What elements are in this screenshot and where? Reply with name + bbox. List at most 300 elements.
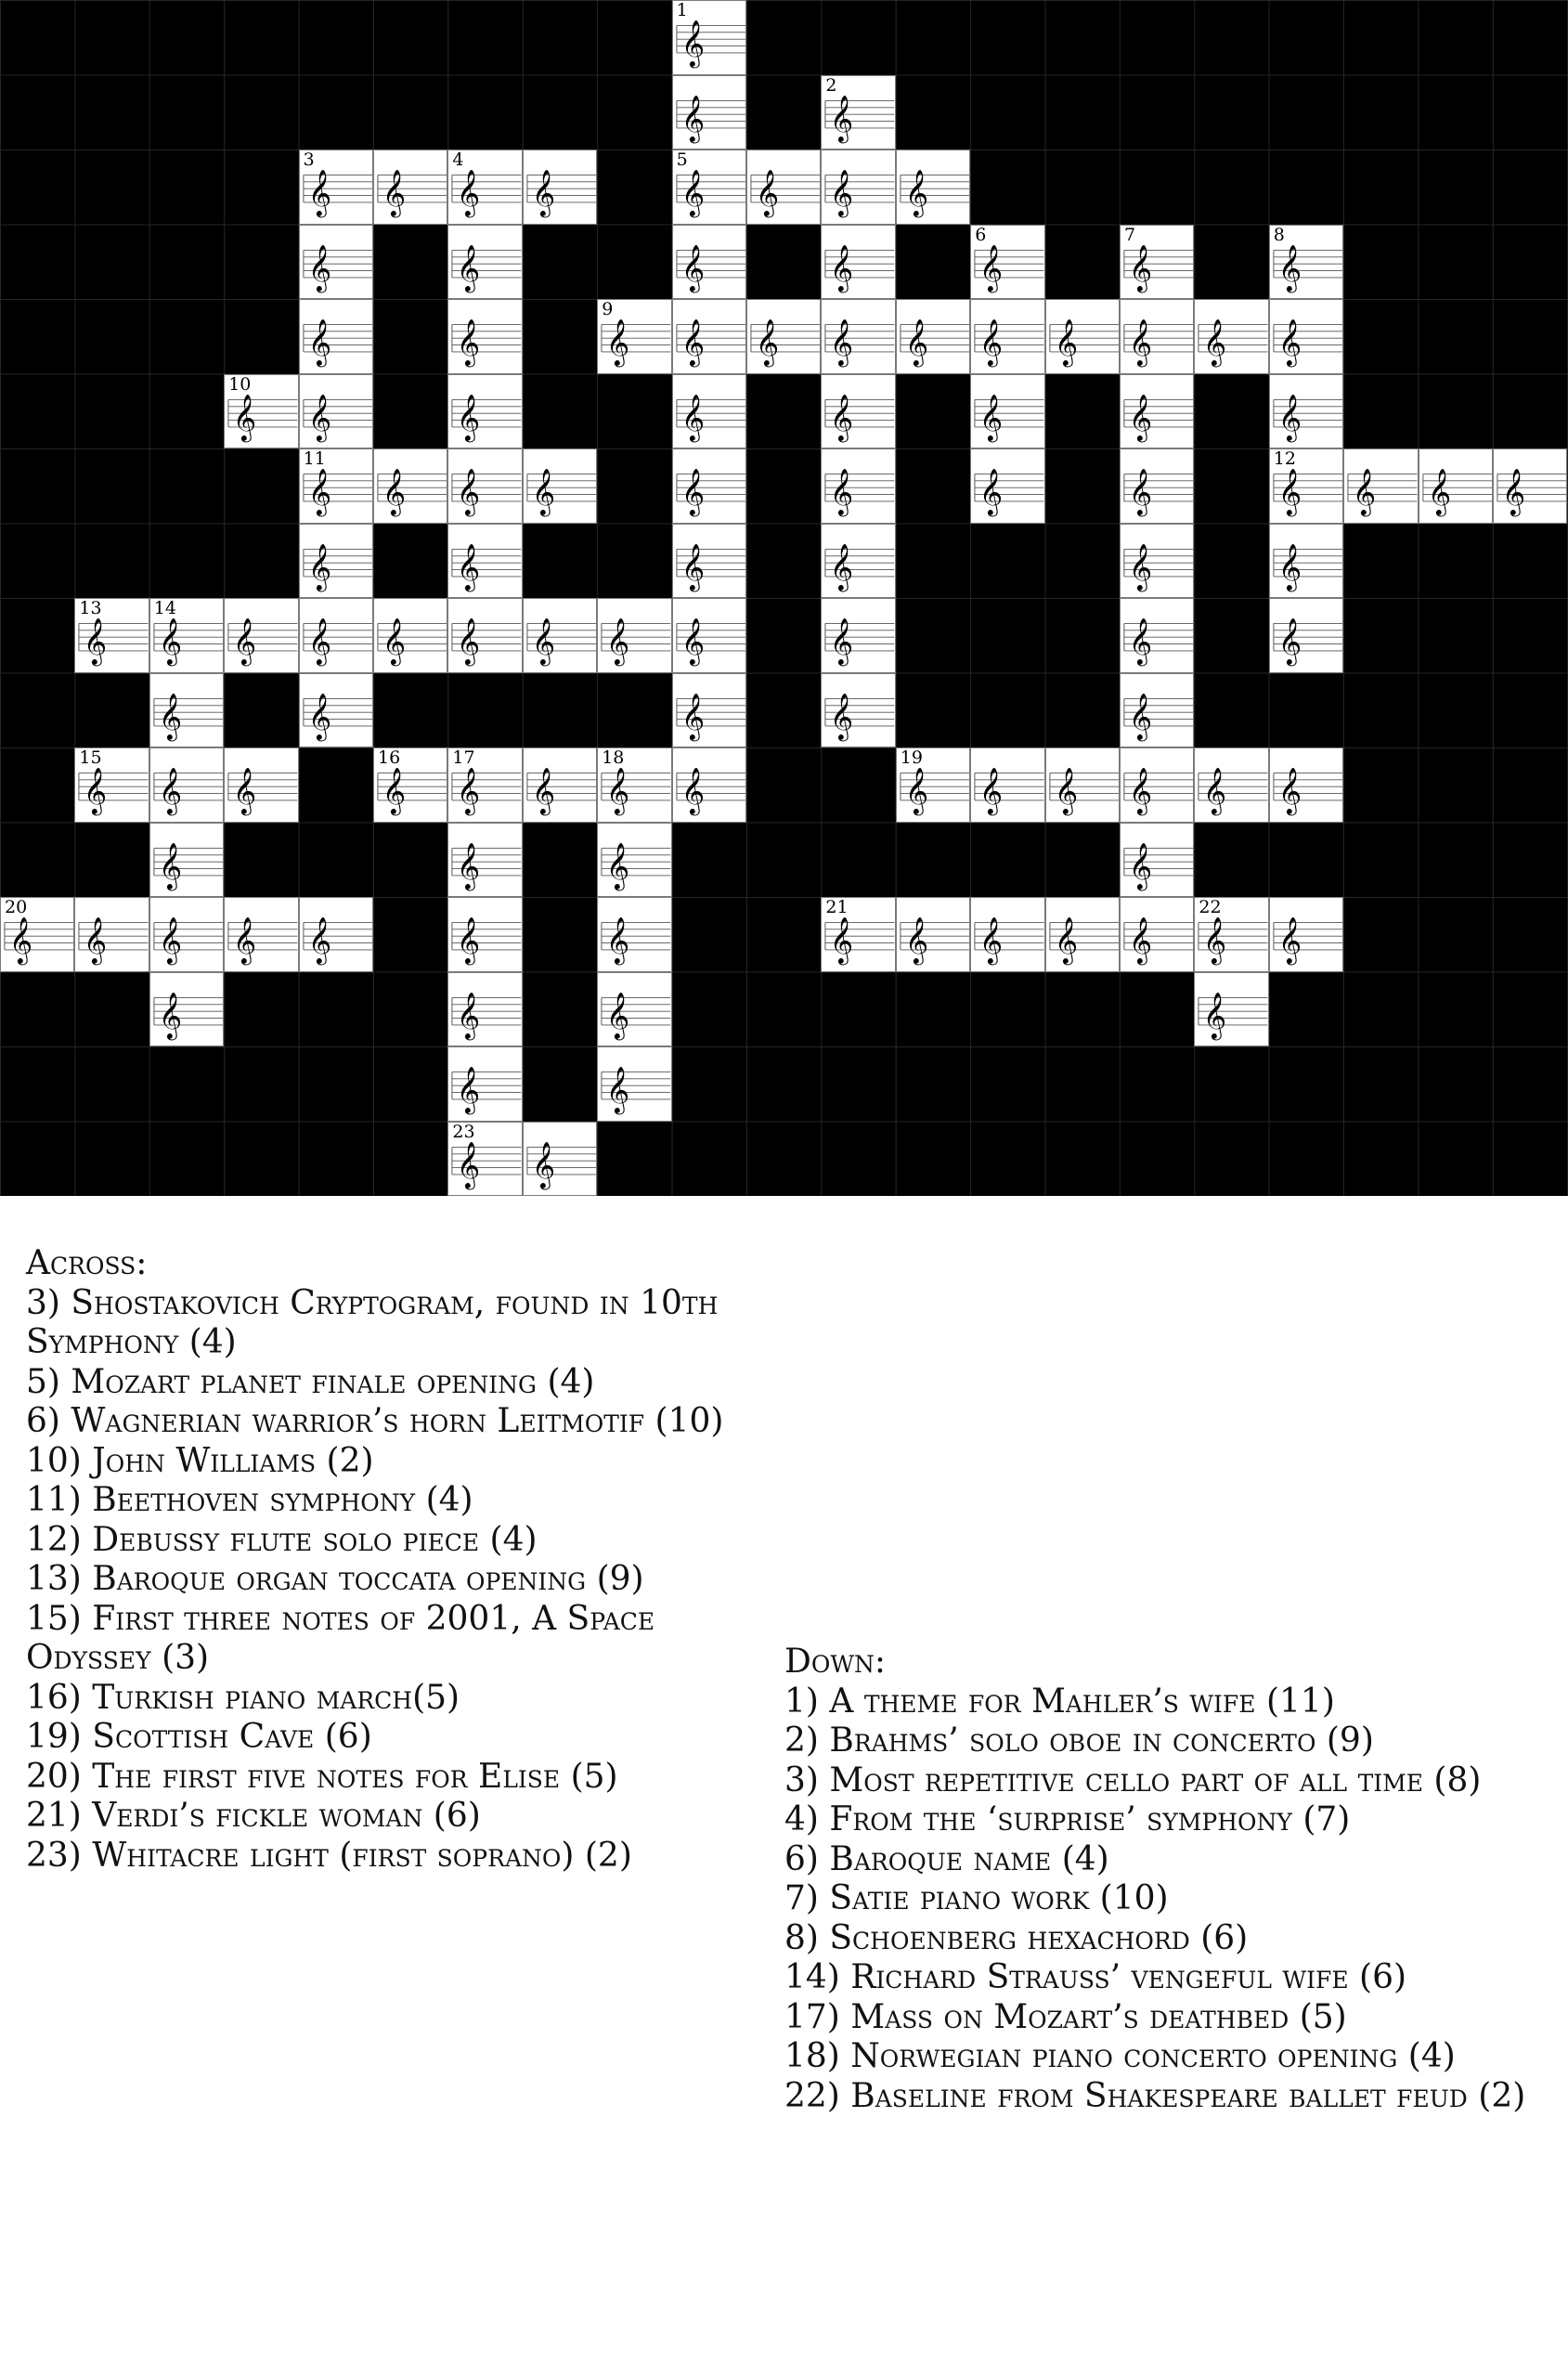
treble-clef-icon — [1121, 525, 1193, 598]
grid-cell[interactable] — [970, 225, 1044, 300]
grid-cell[interactable] — [447, 897, 522, 972]
grid-cell[interactable] — [821, 673, 895, 748]
grid-cell[interactable] — [299, 524, 373, 599]
svg-text:𝄞: 𝄞 — [830, 394, 854, 441]
grid-cell[interactable] — [299, 299, 373, 374]
clue-number: 20 — [5, 897, 28, 917]
grid-cell[interactable] — [597, 1046, 671, 1122]
treble-clef-icon — [448, 375, 521, 448]
svg-text:𝄞: 𝄞 — [979, 318, 1004, 366]
treble-clef-icon — [971, 748, 1043, 822]
svg-text:𝄞: 𝄞 — [457, 244, 481, 292]
treble-clef-icon — [598, 1047, 670, 1121]
treble-clef-icon — [598, 599, 670, 672]
grid-cell[interactable] — [896, 299, 970, 374]
across-heading: Across: — [26, 1244, 148, 1282]
svg-text:𝄞: 𝄞 — [8, 916, 33, 964]
svg-text:𝄞: 𝄞 — [1501, 468, 1526, 515]
down-clue: 7) Satie piano work (10) — [784, 1879, 1169, 1917]
treble-clef-icon — [1121, 898, 1193, 971]
grid-cell[interactable] — [1269, 225, 1343, 300]
treble-clef-icon — [1046, 300, 1119, 373]
grid-cell[interactable] — [672, 299, 746, 374]
grid-cell[interactable] — [447, 1122, 522, 1197]
treble-clef-icon — [75, 898, 148, 971]
svg-text:𝄞: 𝄞 — [158, 842, 183, 890]
svg-text:𝄞: 𝄞 — [382, 169, 407, 216]
grid-cell[interactable] — [149, 747, 224, 823]
across-clues — [26, 1244, 769, 1876]
treble-clef-icon — [1195, 748, 1267, 822]
svg-text:𝄞: 𝄞 — [84, 916, 108, 964]
svg-text:𝄞: 𝄞 — [1128, 394, 1153, 441]
treble-clef-icon — [897, 898, 969, 971]
treble-clef-icon — [448, 525, 521, 598]
svg-text:𝄞: 𝄞 — [457, 394, 481, 441]
grid-cell[interactable] — [299, 149, 373, 225]
grid-cell[interactable] — [597, 972, 671, 1047]
grid-cell[interactable] — [1194, 897, 1268, 972]
grid-cell[interactable] — [821, 448, 895, 524]
grid-cell[interactable] — [149, 673, 224, 748]
svg-text:𝄞: 𝄞 — [979, 468, 1004, 515]
svg-text:𝄞: 𝄞 — [531, 617, 556, 665]
grid-cell[interactable] — [74, 598, 149, 673]
clue-number: 4 — [452, 149, 464, 170]
svg-text:𝄞: 𝄞 — [233, 916, 257, 964]
grid-cell[interactable] — [74, 747, 149, 823]
grid-cell[interactable] — [672, 374, 746, 449]
grid-cell[interactable] — [224, 897, 298, 972]
clue-number: 21 — [825, 897, 849, 917]
svg-text:𝄞: 𝄞 — [457, 842, 481, 890]
svg-text:𝄞: 𝄞 — [84, 617, 108, 665]
svg-text:𝄞: 𝄞 — [755, 318, 780, 366]
grid-cell[interactable] — [74, 897, 149, 972]
svg-text:𝄞: 𝄞 — [830, 693, 854, 740]
svg-text:𝄞: 𝄞 — [531, 169, 556, 216]
grid-cell[interactable] — [1343, 448, 1418, 524]
grid-cell[interactable] — [447, 374, 522, 449]
grid-cell[interactable] — [672, 225, 746, 300]
treble-clef-icon — [150, 674, 223, 747]
treble-clef-icon — [971, 300, 1043, 373]
across-clue: 21) Verdi’s fickle woman (6) — [26, 1797, 481, 1835]
treble-clef-icon — [822, 150, 894, 224]
treble-clef-icon — [1195, 300, 1267, 373]
svg-text:𝄞: 𝄞 — [1277, 916, 1302, 964]
treble-clef-icon — [673, 748, 745, 822]
grid-cell[interactable] — [447, 598, 522, 673]
clue-number: 1 — [676, 0, 688, 20]
treble-clef-icon — [673, 375, 745, 448]
grid-cell[interactable] — [149, 823, 224, 898]
grid-cell[interactable] — [672, 75, 746, 150]
grid-cell[interactable] — [896, 149, 970, 225]
svg-text:𝄞: 𝄞 — [457, 1066, 481, 1113]
grid-cell[interactable] — [1120, 747, 1194, 823]
treble-clef-icon — [1121, 375, 1193, 448]
svg-text:𝄞: 𝄞 — [755, 169, 780, 216]
svg-text:𝄞: 𝄞 — [233, 617, 257, 665]
treble-clef-icon — [1419, 449, 1492, 523]
treble-clef-icon — [822, 449, 894, 523]
clue-number: 2 — [825, 74, 837, 96]
treble-clef-icon — [971, 898, 1043, 971]
grid-cell[interactable] — [1269, 598, 1343, 673]
svg-text:𝄞: 𝄞 — [1277, 394, 1302, 441]
grid-cell[interactable] — [149, 598, 224, 673]
grid-cell[interactable] — [299, 598, 373, 673]
grid-cell[interactable] — [1120, 448, 1194, 524]
grid-cell[interactable] — [299, 225, 373, 300]
across-clue-list — [26, 1284, 769, 1877]
treble-clef-icon — [747, 150, 820, 224]
treble-clef-icon — [300, 375, 372, 448]
grid-cell[interactable] — [523, 747, 597, 823]
grid-cell[interactable] — [447, 225, 522, 300]
grid-cell[interactable] — [373, 149, 447, 225]
svg-text:𝄞: 𝄞 — [457, 1141, 481, 1188]
svg-text:𝄞: 𝄞 — [830, 95, 854, 142]
svg-text:𝄞: 𝄞 — [830, 543, 854, 591]
clue-number: 16 — [378, 747, 401, 768]
treble-clef-icon — [598, 824, 670, 897]
across-clue: 11) Beethoven symphony (4) — [26, 1481, 473, 1519]
grid-cell[interactable] — [821, 149, 895, 225]
grid-cell[interactable] — [821, 524, 895, 599]
treble-clef-icon — [374, 449, 447, 523]
down-clue: 8) Schoenberg hexachord (6) — [784, 1918, 1249, 1957]
treble-clef-icon — [822, 300, 894, 373]
down-clue: 2) Brahms’ solo oboe in concerto (9) — [784, 1721, 1374, 1760]
grid-cell[interactable] — [1045, 299, 1120, 374]
grid-cell[interactable] — [970, 747, 1044, 823]
grid-cell[interactable] — [1120, 598, 1194, 673]
svg-text:𝄞: 𝄞 — [158, 767, 183, 814]
down-heading: Down: — [784, 1643, 887, 1681]
svg-text:𝄞: 𝄞 — [158, 693, 183, 740]
treble-clef-icon — [1121, 674, 1193, 747]
treble-clef-icon — [300, 599, 372, 672]
grid-cell[interactable] — [1194, 972, 1268, 1047]
svg-text:𝄞: 𝄞 — [1128, 468, 1153, 515]
svg-text:𝄞: 𝄞 — [1427, 468, 1451, 515]
clue-number: 19 — [900, 747, 923, 768]
grid-cell[interactable] — [821, 75, 895, 150]
grid-cell[interactable] — [1269, 299, 1343, 374]
svg-text:𝄞: 𝄞 — [680, 244, 705, 292]
treble-clef-icon — [971, 375, 1043, 448]
svg-text:𝄞: 𝄞 — [1277, 318, 1302, 366]
treble-clef-icon — [897, 300, 969, 373]
treble-clef-icon — [300, 674, 372, 747]
down-clue: 17) Mass on Mozart’s deathbed (5) — [784, 1997, 1347, 2036]
grid-cell[interactable] — [523, 598, 597, 673]
grid-cell[interactable] — [1269, 524, 1343, 599]
svg-text:𝄞: 𝄞 — [1203, 992, 1227, 1039]
grid-cell[interactable] — [672, 598, 746, 673]
grid-cell[interactable] — [447, 747, 522, 823]
svg-text:𝄞: 𝄞 — [307, 617, 331, 665]
grid-cell[interactable] — [896, 897, 970, 972]
grid-cell[interactable] — [373, 448, 447, 524]
svg-text:𝄞: 𝄞 — [1054, 916, 1078, 964]
svg-text:𝄞: 𝄞 — [680, 318, 705, 366]
grid-cell[interactable] — [970, 299, 1044, 374]
treble-clef-icon — [1046, 748, 1119, 822]
svg-text:𝄞: 𝄞 — [457, 617, 481, 665]
grid-cell[interactable] — [447, 524, 522, 599]
treble-clef-icon — [300, 525, 372, 598]
treble-clef-icon — [524, 449, 596, 523]
svg-text:𝄞: 𝄞 — [979, 244, 1004, 292]
svg-text:𝄞: 𝄞 — [1128, 767, 1153, 814]
svg-text:𝄞: 𝄞 — [84, 767, 108, 814]
svg-text:𝄞: 𝄞 — [830, 617, 854, 665]
treble-clef-icon — [448, 973, 521, 1046]
treble-clef-icon — [225, 599, 297, 672]
treble-clef-icon — [448, 300, 521, 373]
grid-cell[interactable] — [447, 823, 522, 898]
svg-text:𝄞: 𝄞 — [233, 394, 257, 441]
svg-text:𝄞: 𝄞 — [979, 394, 1004, 441]
treble-clef-icon — [598, 973, 670, 1046]
grid-cell[interactable] — [224, 747, 298, 823]
grid-cell[interactable] — [672, 149, 746, 225]
svg-text:𝄞: 𝄞 — [457, 169, 481, 216]
svg-text:𝄞: 𝄞 — [1128, 693, 1153, 740]
svg-text:𝄞: 𝄞 — [382, 468, 407, 515]
clue-number: 9 — [602, 299, 614, 319]
svg-text:𝄞: 𝄞 — [606, 842, 630, 890]
svg-text:𝄞: 𝄞 — [1128, 318, 1153, 366]
svg-text:𝄞: 𝄞 — [307, 318, 331, 366]
down-clue: 4) From the ‘surprise’ symphony (7) — [784, 1800, 1351, 1838]
svg-text:𝄞: 𝄞 — [307, 916, 331, 964]
grid-cell[interactable] — [597, 598, 671, 673]
grid-cell[interactable] — [672, 524, 746, 599]
down-clue-list — [784, 1682, 1555, 2117]
grid-cell[interactable] — [896, 747, 970, 823]
down-clue: 14) Richard Strauss’ vengeful wife (6) — [784, 1958, 1407, 1996]
svg-text:𝄞: 𝄞 — [830, 169, 854, 216]
grid-cell[interactable] — [447, 299, 522, 374]
svg-text:𝄞: 𝄞 — [606, 767, 630, 814]
grid-cell[interactable] — [821, 598, 895, 673]
treble-clef-icon — [673, 300, 745, 373]
grid-cell[interactable] — [149, 897, 224, 972]
grid-cell[interactable] — [224, 374, 298, 449]
grid-cell[interactable] — [1120, 897, 1194, 972]
grid-cell[interactable] — [224, 598, 298, 673]
clue-number: 13 — [79, 598, 102, 618]
svg-text:𝄞: 𝄞 — [531, 1141, 556, 1188]
svg-text:𝄞: 𝄞 — [1203, 318, 1227, 366]
treble-clef-icon — [524, 1123, 596, 1196]
grid-cell[interactable] — [447, 1046, 522, 1122]
svg-text:𝄞: 𝄞 — [979, 916, 1004, 964]
grid-cell[interactable] — [821, 374, 895, 449]
down-clue: 22) Baseline from Shakespeare ballet feud (2) — [784, 2076, 1526, 2115]
treble-clef-icon — [150, 898, 223, 971]
grid-cell[interactable] — [149, 972, 224, 1047]
across-clue: 23) Whitacre light (first soprano) (2) — [26, 1836, 632, 1875]
grid-cell[interactable] — [299, 897, 373, 972]
grid-cell[interactable] — [523, 448, 597, 524]
down-clue: 3) Most repetitive cello part of all time (8) — [784, 1760, 1482, 1799]
clue-number: 14 — [153, 598, 176, 618]
svg-text:𝄞: 𝄞 — [158, 916, 183, 964]
svg-text:𝄞: 𝄞 — [830, 318, 854, 366]
grid-cell[interactable] — [1419, 448, 1493, 524]
grid-cell[interactable] — [447, 149, 522, 225]
svg-text:𝄞: 𝄞 — [680, 693, 705, 740]
clue-number: 23 — [452, 1121, 475, 1142]
svg-text:𝄞: 𝄞 — [457, 468, 481, 515]
across-clue: 20) The first five notes for Elise (5) — [26, 1757, 618, 1796]
grid-cell[interactable] — [373, 598, 447, 673]
svg-text:𝄞: 𝄞 — [606, 916, 630, 964]
grid-cell[interactable] — [1120, 299, 1194, 374]
svg-text:𝄞: 𝄞 — [680, 767, 705, 814]
svg-text:𝄞: 𝄞 — [307, 468, 331, 515]
treble-clef-icon — [1270, 375, 1342, 448]
across-clue: 3) Shostakovich Cryptogram, found in 10th Symphony (4) — [26, 1283, 719, 1361]
grid-cell[interactable] — [1269, 747, 1343, 823]
treble-clef-icon — [598, 898, 670, 971]
svg-text:𝄞: 𝄞 — [680, 169, 705, 216]
treble-clef-icon — [225, 898, 297, 971]
svg-text:𝄞: 𝄞 — [233, 767, 257, 814]
treble-clef-icon — [448, 1047, 521, 1121]
grid-cell[interactable] — [447, 448, 522, 524]
clue-number: 7 — [1124, 224, 1136, 245]
svg-text:𝄞: 𝄞 — [382, 617, 407, 665]
svg-text:𝄞: 𝄞 — [531, 767, 556, 814]
grid-cell[interactable] — [1194, 747, 1268, 823]
grid-cell[interactable] — [970, 448, 1044, 524]
svg-text:𝄞: 𝄞 — [904, 916, 929, 964]
down-clue: 6) Baroque name (4) — [784, 1839, 1109, 1878]
svg-text:𝄞: 𝄞 — [606, 318, 630, 366]
grid-cell[interactable] — [597, 897, 671, 972]
clue-number: 15 — [79, 747, 102, 768]
treble-clef-icon — [1270, 525, 1342, 598]
svg-text:𝄞: 𝄞 — [606, 617, 630, 665]
across-clue: 13) Baroque organ toccata opening (9) — [26, 1560, 644, 1598]
treble-clef-icon — [1344, 449, 1417, 523]
svg-text:𝄞: 𝄞 — [457, 992, 481, 1039]
svg-text:𝄞: 𝄞 — [307, 169, 331, 216]
grid-cell[interactable] — [1269, 374, 1343, 449]
svg-text:𝄞: 𝄞 — [680, 95, 705, 142]
grid-cell[interactable] — [1269, 448, 1343, 524]
grid-cell[interactable] — [373, 747, 447, 823]
grid-cell[interactable] — [299, 374, 373, 449]
grid-cell[interactable] — [672, 747, 746, 823]
grid-cell[interactable] — [523, 149, 597, 225]
grid-cell[interactable] — [746, 149, 821, 225]
treble-clef-icon — [673, 525, 745, 598]
treble-clef-icon — [448, 449, 521, 523]
treble-clef-icon — [225, 748, 297, 822]
grid-cell[interactable] — [597, 747, 671, 823]
grid-cell[interactable] — [1269, 897, 1343, 972]
svg-text:𝄞: 𝄞 — [606, 992, 630, 1039]
treble-clef-icon — [1121, 449, 1193, 523]
grid-cell[interactable] — [672, 448, 746, 524]
svg-text:𝄞: 𝄞 — [382, 767, 407, 814]
grid-cell[interactable] — [0, 897, 74, 972]
grid-cell[interactable] — [1493, 448, 1567, 524]
svg-text:𝄞: 𝄞 — [158, 617, 183, 665]
grid-cell[interactable] — [447, 972, 522, 1047]
grid-cell[interactable] — [299, 448, 373, 524]
svg-text:𝄞: 𝄞 — [1128, 543, 1153, 591]
across-clue: 19) Scottish Cave (6) — [26, 1718, 372, 1756]
grid-cell[interactable] — [821, 897, 895, 972]
grid-cell[interactable] — [597, 823, 671, 898]
grid-cell[interactable] — [1120, 823, 1194, 898]
treble-clef-icon — [971, 449, 1043, 523]
grid-cell[interactable] — [1120, 524, 1194, 599]
treble-clef-icon — [1270, 599, 1342, 672]
svg-text:𝄞: 𝄞 — [531, 468, 556, 515]
grid-cell[interactable] — [1194, 299, 1268, 374]
svg-text:𝄞: 𝄞 — [606, 1066, 630, 1113]
treble-clef-icon — [448, 226, 521, 299]
treble-clef-icon — [374, 150, 447, 224]
svg-text:𝄞: 𝄞 — [680, 617, 705, 665]
svg-text:𝄞: 𝄞 — [307, 394, 331, 441]
treble-clef-icon — [524, 599, 596, 672]
treble-clef-icon — [524, 748, 596, 822]
treble-clef-icon — [1046, 898, 1119, 971]
grid-cell[interactable] — [821, 225, 895, 300]
grid-cell[interactable] — [1120, 374, 1194, 449]
grid-cell[interactable] — [1120, 673, 1194, 748]
grid-cell[interactable] — [1045, 897, 1120, 972]
grid-cell[interactable] — [746, 299, 821, 374]
down-clue: 1) A theme for Mahler’s wife (11) — [784, 1682, 1335, 1721]
grid-cell[interactable] — [523, 1122, 597, 1197]
grid-cell[interactable] — [1120, 225, 1194, 300]
svg-text:𝄞: 𝄞 — [680, 468, 705, 515]
clue-number: 18 — [602, 747, 625, 768]
svg-text:𝄞: 𝄞 — [1054, 767, 1078, 814]
svg-text:𝄞: 𝄞 — [1277, 468, 1302, 515]
grid-cell[interactable] — [821, 299, 895, 374]
grid-cell[interactable] — [299, 673, 373, 748]
clue-number: 6 — [975, 224, 987, 245]
svg-text:𝄞: 𝄞 — [830, 916, 854, 964]
treble-clef-icon — [448, 824, 521, 897]
grid-cell[interactable] — [672, 0, 746, 75]
svg-text:𝄞: 𝄞 — [457, 318, 481, 366]
grid-cell[interactable] — [970, 374, 1044, 449]
treble-clef-icon — [822, 525, 894, 598]
svg-text:𝄞: 𝄞 — [1203, 916, 1227, 964]
svg-text:𝄞: 𝄞 — [680, 394, 705, 441]
grid-cell[interactable] — [1045, 747, 1120, 823]
grid-cell[interactable] — [672, 673, 746, 748]
grid-cell[interactable] — [597, 299, 671, 374]
grid-cell[interactable] — [970, 897, 1044, 972]
clue-number: 3 — [303, 149, 315, 170]
treble-clef-icon — [822, 226, 894, 299]
treble-clef-icon — [300, 300, 372, 373]
